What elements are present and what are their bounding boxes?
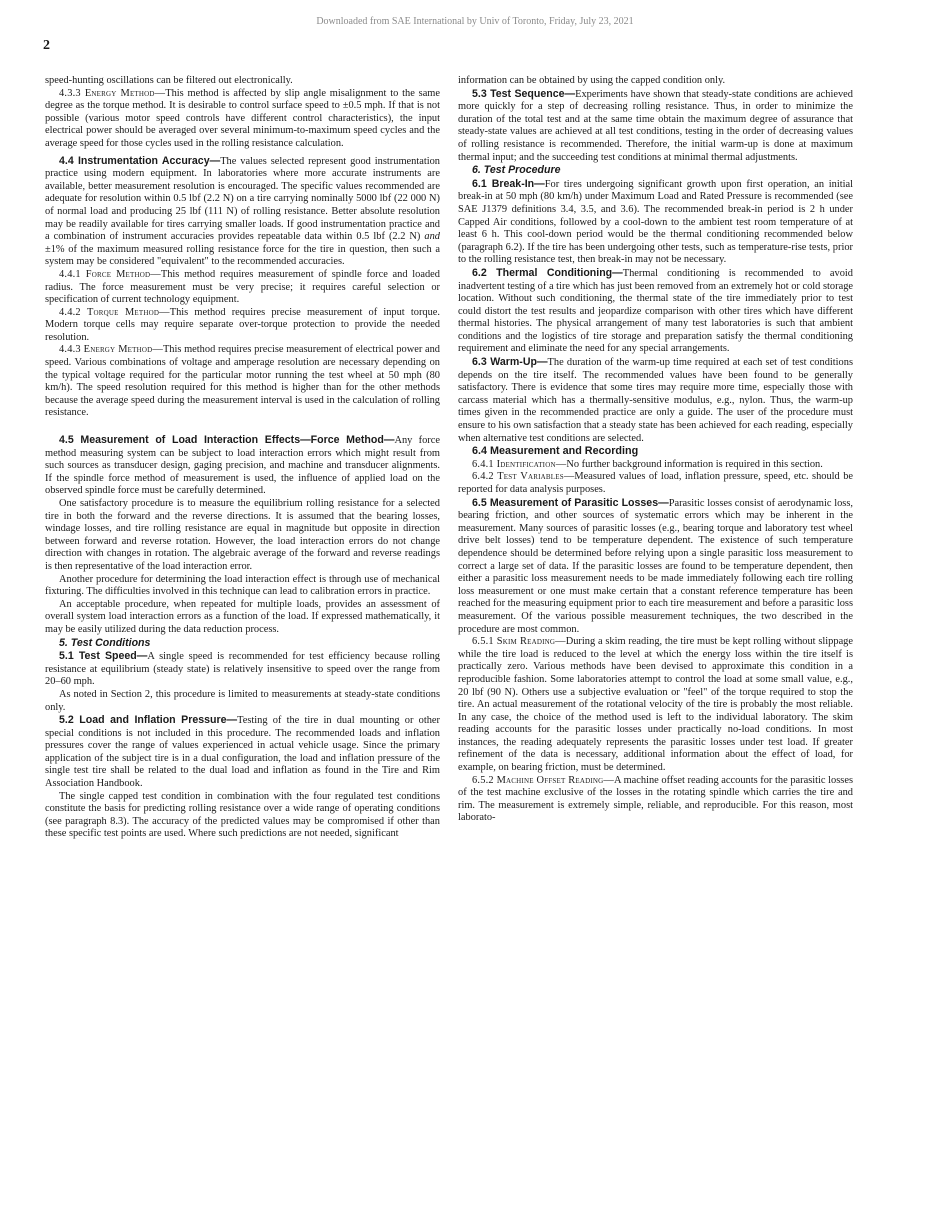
section-title-6-4: 6.4 Measurement and Recording bbox=[472, 445, 639, 458]
section-heading: 5.1 Test Speed— bbox=[59, 650, 148, 663]
paragraph-label: 4.3.3 Energy Method— bbox=[59, 87, 166, 99]
paragraph: One satisfactory procedure is to measure the equilibrium rolling resistance for a selected tire in both the forward and the reverse directions. It is assumed that the bearing losses, windage losses, and tire rolling resistance are equal in magnitude but opposite in direction between forward and reverse rotation. However, the load interaction errors do not change direction with changes in rotation. The algebraic average of the forward and reverse readings is then representative of the load interaction error. bbox=[45, 498, 440, 572]
paragraph: Another procedure for determining the load interaction effect is through use of mechanical fixturing. The difficulties involved in this technique can lead to calibration errors in practice. bbox=[45, 573, 440, 598]
paragraph-4-4-1: 4.4.1 Force Method—This method requires measurement of spindle force and loaded radius. The force measurement must be very precise; it requires careful selection or specification of current technology equipment. bbox=[45, 268, 440, 306]
paragraph-label: 4.4.1 Force Method— bbox=[59, 268, 161, 280]
right-column bbox=[458, 75, 853, 825]
paragraph-label: 6.4.1 Identification— bbox=[472, 458, 567, 470]
section-heading: 6.5 Measurement of Parasitic Losses— bbox=[472, 496, 669, 509]
section-heading: 5.2 Load and Inflation Pressure— bbox=[59, 714, 238, 727]
paragraph-6-4-1: 6.4.1 Identification—No further background information is required in this section. bbox=[472, 458, 823, 470]
paragraph: speed-hunting oscillations can be filtered out electronically. bbox=[45, 75, 293, 86]
left-column bbox=[45, 75, 440, 841]
paragraph-6-5-1: 6.5.1 Skim Reading—During a skim reading, the tire must be kept rolling without slippage while the tire load is reduced to the level at which the energy loss within the tire itself is practically zero. Various methods have been devised to approximate this condition in a reproducible fashion. Some laboratories attempt to control the load at some small value, e.g., 20 lbf (90 N). Others use a subjective evaluation or "feel" of the torque required to stop the tire. An actual measurement of the rotational velocity of the tire is probably the most reliable. In any case, the choice of the method used is left to the individual laboratory. The skim reading accounts for the parasitic losses under practically no-load conditions. In most instances, the reading adequately represents the parasitic losses under test load. If greater refinement of the data is necessary, additional information about the effect of load, for example, on bearing friction, must be determined. bbox=[458, 636, 853, 774]
section-heading: 6.2 Thermal Conditioning— bbox=[472, 266, 623, 279]
paragraph-label: 4.4.2 Torque Method— bbox=[59, 306, 170, 318]
section-heading: 6.1 Break-In— bbox=[472, 177, 545, 190]
page-number: 2 bbox=[43, 38, 50, 53]
paragraph-5-3: 5.3 Test Sequence—Experiments have shown that steady-state conditions are achieved more quickly for a step of decreasing rolling resistance. Thus, in order to minimize the duration of the total test and at the same time obtain the maximum degree of assurance that steady-state values are achieved at all test conditions, testing in the order of decreasing values of rolling resistance is recommended. Therefore, the initial warm-up is done at maximum thermal input; and the succeeding test conditions at minimal thermal adjustments. bbox=[458, 87, 853, 163]
paragraph-5-2: 5.2 Load and Inflation Pressure—Testing of the tire in dual mounting or other special conditions is not included in this procedure. The recommended loads and inflation pressures cover the range of values experienced in actual vehicle usage. Since the primary application of the subject tire is in a dual configuration, the load and inflation pressure of the single test tire shall be related to the dual load and inflation as found in the Tire and Rim Association Handbook. bbox=[45, 714, 440, 790]
section-heading: 5.3 Test Sequence— bbox=[472, 87, 576, 100]
paragraph-6-5-2: 6.5.2 Machine Offset Reading—A machine offset reading accounts for the parasitic losses of the test machine exclusive of the losses in the rotating spindle which carries the tire and rim. The measurement is extremely simple, reliable, and reproducible. For this reason, most laborato- bbox=[458, 774, 853, 824]
paragraph-4-4: 4.4 Instrumentation Accuracy—The values selected represent good instrumentation practice using modern equipment. In laboratories where more accurate instruments are available, better measurement resolution is encouraged. The specific values recommended are adequate for resolution within 0.5 lbf (2.2 N) on a tire carrying nominally 5000 lbf (22 000 N) of normal load and producing 25 lbf (111 N) of rolling resistance. Better absolute resolution may be readily available for tires carrying smaller loads. If good instrumentation practice and a combination of instrument accuracies provides repeatable data within 0.5 lbf (2.2 N) and ±1% of the maximum measured rolling resistance force for the tire in question, then such a system may be considered "equivalent" to the recommended accuracies. bbox=[45, 154, 441, 268]
section-heading: 4.4 Instrumentation Accuracy— bbox=[59, 154, 221, 167]
paragraph-6-5: 6.5 Measurement of Parasitic Losses—Parasitic losses consist of aerodynamic loss, bearing friction, and other sources of systematic errors which may be inherent in the measurement. Many sources of parasitic losses (e.g., bearing torque and laboratory test wheel drive belt losses) tend to be temperature dependent. The existence of such temperature dependence should be determined before relying upon a single parasitic loss measurement to correct a large set of data. If the parasitic losses are found to be temperature dependent, then either a parasitic loss measurement needs to be made immediately following each tire rolling loss measurement or one must make certain that a constant reference temperature has been reached for the measuring equipment prior to each tire measurement and before a parasitic loss measurement. Of the various possible measurement techniques, the two described in the procedure are most common. bbox=[458, 496, 853, 635]
paragraph-4-4-3: 4.4.3 Energy Method—This method requires precise measurement of electrical power and speed. Various combinations of voltage and amperage resolution are necessary depending on the typical voltage required for the particular motor running the test wheel at 50 mph (80 km/h). The speed resolution required for this method is higher than for the other methods because the average speed during the measurement interval is used in the calculation of rolling resistance. bbox=[45, 344, 440, 419]
paragraph-label: 6.4.2 Test Variables— bbox=[472, 471, 575, 483]
download-notice: Downloaded from SAE International by Univ of Toronto, Friday, July 23, 2021 bbox=[316, 16, 634, 27]
paragraph-4-4-2: 4.4.2 Torque Method—This method requires precise measurement of input torque. Modern torque cells may require separate over-torque protection to provide the needed resolution. bbox=[45, 306, 441, 343]
paragraph-4-3-3: 4.3.3 Energy Method—This method is affected by slip angle misalignment to the same degree as the torque method. It is desirable to control surface speed to ±0.5 mph. If that is not possible (various motor speed controls have different control characteristics), the input electrical power should be averaged over several minimum-to-maximum speed cycles and the average speed for those cycles used in the rolling resistance calculation. bbox=[45, 87, 440, 149]
paragraph-6-1: 6.1 Break-In—For tires undergoing significant growth upon first operation, an initial break-in at 50 mph (80 km/h) under Maximum Load and Rated Pressure is recommended (see SAE J1379 definitions 3.4, 3.5, and 3.6). The recommended break-in period is 2 h under Capped Air conditions, followed by a cool-down to the ambient test room temperature of at least 6 h. This cool-down period would be the thermal conditioning recommended below (paragraph 6.2). If the tire has been undergoing other tests, such as temperature-rise tests, prior to the rolling resistance test, then break-in may not be necessary. bbox=[458, 177, 853, 266]
paragraph-4-5: 4.5 Measurement of Load Interaction Effects—Force Method—Any force method measuring system can be subject to load interaction errors which might result from such sources as transducer design, gaging precision, and machine and transducer alignments. If the spindle force method of measurement is used, the influence of applied load on the observed spindle force must be carefully determined. bbox=[45, 434, 440, 497]
paragraph: As noted in Section 2, this procedure is limited to measurements at steady-state conditions only. bbox=[45, 688, 440, 713]
section-title-5: 5. Test Conditions bbox=[59, 636, 151, 649]
paragraph-6-2: 6.2 Thermal Conditioning—Thermal conditioning is recommended to avoid inadvertent testing of a tire which has just been removed from an extremely hot or cold storage location. Without such conditioning, the thermal state of the tire immediately prior to test could distort the test results and jeopardize comparison with other tires which have different thermal histories. The physical arrangement of many test laboratories is such that ambient conditions and the logistics of tire storage and preparation satisfy the thermal conditioning requirement and eliminate the need for any special arrangements. bbox=[458, 266, 853, 355]
paragraph-label: 4.4.3 Energy Method— bbox=[59, 344, 163, 356]
section-heading: 4.5 Measurement of Load Interaction Effects—Force Method— bbox=[59, 434, 395, 447]
section-title-6: 6. Test Procedure bbox=[472, 164, 561, 177]
paragraph: An acceptable procedure, when repeated for multiple loads, provides an assessment of overall system load interaction errors as a function of the load. If expressed mathematically, it may be easily utilized during the data reduction process. bbox=[45, 598, 440, 635]
paragraph-label: 6.5.2 Machine Offset Reading— bbox=[472, 774, 615, 786]
section-heading: 6.3 Warm-Up— bbox=[472, 356, 548, 369]
paragraph: information can be obtained by using the capped condition only. bbox=[458, 75, 726, 86]
paragraph-5-1: 5.1 Test Speed—A single speed is recommended for test efficiency because rolling resistance at equilibrium (steady state) is relatively insensitive to speed over the range from 20–60 mph. bbox=[45, 650, 440, 688]
paragraph: The single capped test condition in combination with the four regulated test conditions constitute the basis for predicting rolling resistance over a wide range of operating conditions (see paragraph 8.3). The accuracy of the predicted values may be compromised if other than these specific test points are used. Where such predictions are not needed, significant bbox=[45, 790, 440, 840]
paragraph-6-4-2: 6.4.2 Test Variables—Measured values of load, inflation pressure, speed, etc. should be reported for data analysis purposes. bbox=[458, 471, 853, 495]
paragraph-6-3: 6.3 Warm-Up—The duration of the warm-up time required at each set of test conditions depends on the tire itself. The recommended values have been found to be generally satisfactory. There is evidence that some tires may require more time, especially those with carcass material which has a thermally-sensitive modulus, e.g., nylon. Thus, the warm-up times given in the recommended practice are only a guide. The user of the procedure must ensure to his own satisfaction that a steady state has been achieved for each reading, especially when alternative test conditions are selected. bbox=[458, 356, 853, 444]
paragraph-label: 6.5.1 Skim Reading— bbox=[472, 636, 566, 648]
